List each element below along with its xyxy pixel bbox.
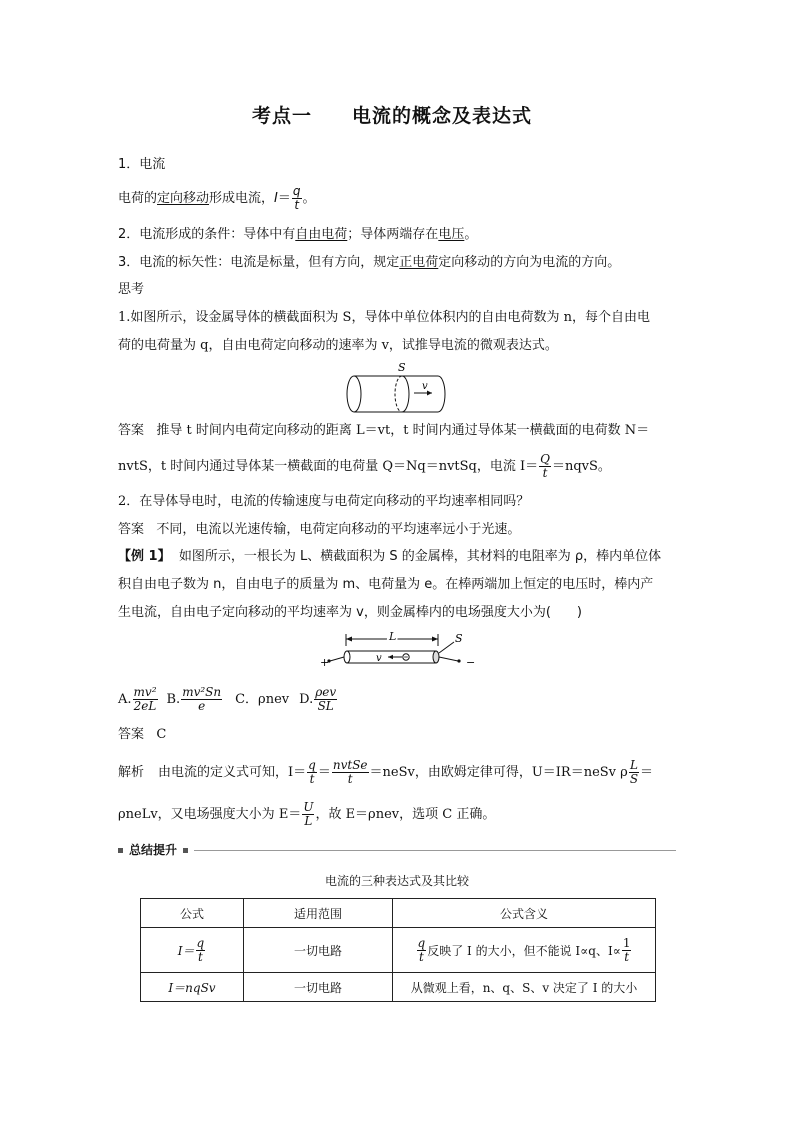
answer-3 [118,728,166,741]
answer-options [118,682,338,716]
analysis-f1-num: q [308,757,316,772]
analysis-text-a: 由电流的定义式可知，I＝ [158,764,307,780]
think-heading: 思考 [118,282,145,297]
option-b-fraction [181,686,222,712]
table-cell-meaning [393,928,656,973]
def-pre: 电荷的 [118,190,158,206]
summary-marker-left [118,848,123,853]
table-header-formula: 公式 [141,899,244,928]
answer-3-value: C [156,727,167,742]
answer-1-fraction [539,453,551,479]
r1-formula-num: q [196,935,205,950]
r1-meaning-num-2: 1 [622,936,631,951]
summary-divider [118,843,676,857]
length-label: L [389,630,397,643]
analysis-line2 [118,796,495,832]
left-lead [330,657,344,661]
sv-underline-positive-charge: 正电荷 [399,255,439,270]
sv-text-b: 定向移动的方向为电流的方向。 [438,255,621,270]
question-1-line1: 1.如图所示，设金属导体的横截面积为 S，导体中单位体积内的自由电荷数为 n，每个自由电 [118,310,650,325]
option-d-fraction [314,686,337,712]
answer-1-text-1: 推导 t 时间内电荷定向移动的距离 L＝vt，t 时间内通过导体某一横截面的电荷数 N＝ [156,423,650,438]
table-row [141,973,656,1002]
section-heading-current: 1．电流 [118,157,166,172]
option-b-num: mv²Sn [182,684,222,699]
cylinder-right-end [438,376,445,412]
section-label: S [455,632,463,645]
table-header-row [141,899,656,928]
length-arrow-left-head [346,637,352,642]
right-terminal [457,659,460,662]
sv-text-a: 3．电流的标矢性：电流是标量，但有方向，规定 [118,255,400,270]
electron-velocity-label: v [376,653,382,664]
def-underline-directed-motion: 定向移动 [157,190,210,206]
option-b-label: B. [166,691,181,707]
right-lead [439,657,458,661]
analysis-f1-den: t [309,771,315,786]
def-symbol-I: I [274,190,278,206]
option-c: C．ρnev [235,691,290,707]
analysis-f4-num: U [303,799,314,814]
analysis-label: 解析 [118,764,145,780]
r1-meaning-den: t [418,950,424,964]
section-conditions [118,228,477,241]
page-title: 考点一 电流的概念及表达式 [252,105,533,127]
answer-label: 答案 [118,423,145,438]
answer-label: 答案 [118,727,145,742]
r1-formula-den: t [197,949,203,964]
option-a-num: mv² [133,684,157,699]
analysis-fraction-4 [302,801,314,827]
cross-section-label: S [398,361,406,374]
analysis-f3-num: L [629,757,638,772]
option-b-den: e [198,698,206,713]
def-fraction-den: t [294,197,300,212]
r1-formula-pre: I＝ [177,943,195,958]
section-pointer [439,642,454,653]
table-cell-formula [141,928,244,973]
analysis-fraction-2 [332,759,369,785]
answer-2-text: 不同，电流以光速传输，电荷定向移动的平均速率远小于光速。 [156,522,521,537]
analysis-f4-den: L [304,813,313,828]
question-1-line2: 荷的电荷量为 q，自由电荷定向移动的速率为 v，试推导电流的微观表达式。 [118,338,558,353]
cylinder-figure [342,360,452,416]
option-d-num: ρev [315,684,337,699]
table-cell-scope: 一切电路 [244,973,393,1002]
answer-label: 答案 [118,522,145,537]
def-eq: ＝ [277,190,291,206]
positive-terminal-label: + [320,656,330,669]
rod-right-end [433,651,439,663]
velocity-label: v [422,381,428,392]
option-a-den: 2eL [133,698,157,713]
metal-rod-figure [318,628,478,670]
velocity-arrowhead [427,391,432,396]
section-scalar-vector [118,256,620,269]
option-d-den: SL [317,698,334,713]
analysis-line1 [118,754,653,790]
cond-text-b: ；导体两端存在 [347,227,439,242]
table-caption: 电流的三种表达式及其比较 [324,874,469,888]
summary-label: 总结提升 [129,843,178,857]
cond-text-a: 2．电流形成的条件：导体中有 [118,227,296,242]
analysis-f2-den: t [347,771,353,786]
cross-section-back [395,376,402,412]
table-cell-formula: I＝nqSv [141,973,244,1002]
negative-terminal-label: − [466,656,476,669]
r1-meaning-num: q [417,936,426,951]
cross-section-front [402,376,409,412]
analysis-f2-num: nvtSe [332,757,368,772]
answer-1-line2 [118,452,611,480]
table-header-meaning: 公式含义 [393,899,656,928]
r1-meaning-fraction-2 [622,937,632,963]
cond-underline-voltage: 电压 [438,227,465,242]
analysis-f3-den: S [629,771,639,786]
length-arrow-right-head [432,637,438,642]
question-2: 2．在导体导电时，电流的传输速度与电荷定向移动的平均速率相同吗？ [118,494,530,509]
answer-1-fraction-den: t [542,465,548,480]
answer-1-line1 [118,424,649,437]
table-cell-scope: 一切电路 [244,928,393,973]
r1-formula-fraction [196,937,206,963]
option-d-label: D. [299,691,314,707]
electron-velocity-arrowhead [388,655,393,659]
example-tag: 【例 1】 [118,549,171,564]
analysis-text-c: ＝neSv，由欧姆定律可得，U＝IR＝neSv ρ [369,764,628,780]
rod-left-end [344,651,350,663]
example-1-line2: 积自由电子数为 n，自由电子的质量为 m、电荷量为 e。在棒两端加上恒定的电压时，棒内产 [118,577,654,592]
summary-marker-right [183,848,188,853]
table-cell-meaning: 从微观上看，n、q、S、v 决定了 I 的大小 [393,973,656,1002]
current-definition [118,185,316,211]
def-fraction-num: q [292,183,301,198]
example-1-line3: 生电流，自由电子定向移动的平均速率为 v，则金属棒内的电场强度大小为( ) [118,605,582,620]
analysis-text-b: ＝ [317,764,331,780]
answer-1-fraction-num: Q [540,451,550,466]
example-1-line1 [118,550,661,563]
expressions-comparison-table [140,898,656,1002]
summary-rule [194,850,676,851]
table-row [141,928,656,973]
analysis-fraction-3 [629,759,639,785]
cylinder-left-end [347,376,361,412]
table-header-scope: 适用范围 [244,899,393,928]
r1-meaning-fraction [417,937,427,963]
example-1-text-1: 如图所示，一根长为 L、横截面积为 S 的金属棒，其材料的电阻率为 ρ，棒内单位体 [178,549,662,564]
cond-underline-free-charge: 自由电荷 [295,227,348,242]
r1-meaning-den-2: t [624,950,630,964]
analysis-fraction-1 [307,759,317,785]
answer-1-text-2a: nvtS，t 时间内通过导体某一横截面的电荷量 Q＝Nq＝nvtSq，电流 I＝ [118,458,539,474]
cond-text-c: 。 [464,227,478,242]
option-a-label: A. [118,691,132,707]
analysis-text-2a: ρneLv，又电场强度大小为 E＝ [118,806,302,822]
answer-2 [118,523,520,536]
def-mid: 形成电流， [209,190,275,206]
def-fraction [292,185,302,211]
analysis-text-2b: ，故 E＝ρnev，选项 C 正确。 [315,806,496,822]
answer-1-text-2b: ＝nqvS。 [551,458,611,474]
option-a-fraction [133,686,158,712]
def-end: 。 [302,190,316,206]
r1-meaning-text: 反映了 I 的大小，但不能说 I∝q、I∝ [427,944,621,958]
analysis-text-d: ＝ [640,764,654,780]
